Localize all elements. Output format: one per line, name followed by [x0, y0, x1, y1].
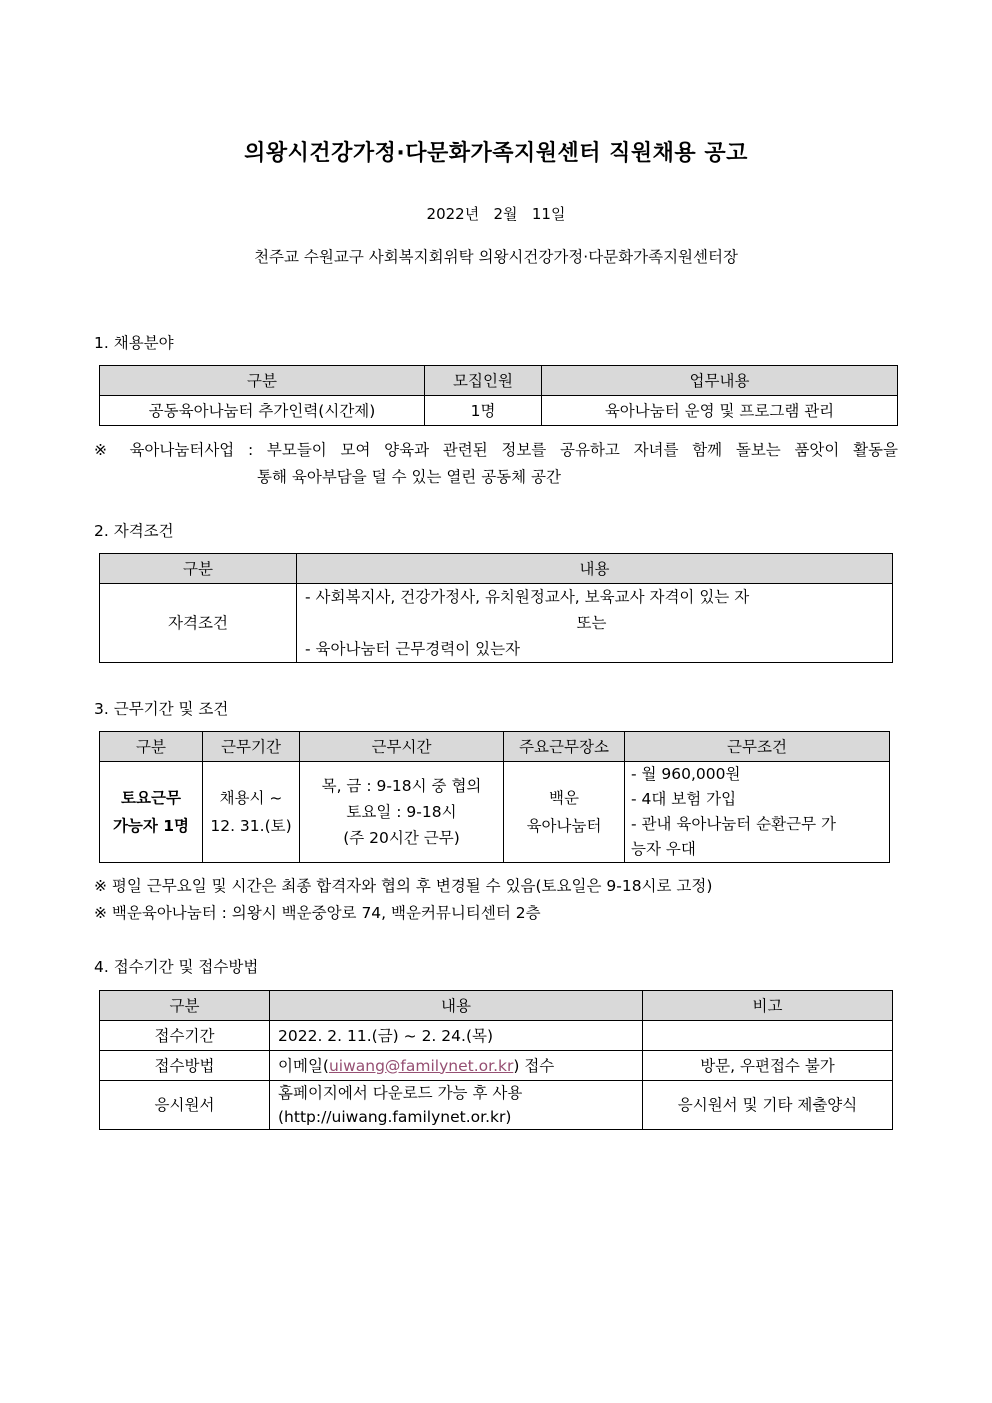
qualification-label: 자격조건 — [100, 584, 297, 663]
header-duties: 업무내용 — [542, 366, 898, 396]
position-cell: 공동육아나눔터 추가인력(시간제) — [100, 396, 425, 426]
work-conditions-table — [99, 731, 890, 863]
workplace-line-1: 백운 — [549, 789, 579, 807]
homepage-url: (http://uiwang.familynet.or.kr) — [278, 1108, 512, 1126]
qualification-line-2: - 육아나눔터 근무경력이 있는자 — [305, 640, 521, 658]
period-remark — [643, 1021, 893, 1051]
qualification-or: 또는 — [576, 614, 607, 632]
header-period: 근무기간 — [203, 732, 300, 762]
header-category: 구분 — [100, 366, 425, 396]
header-remarks: 비고 — [643, 991, 893, 1021]
hours-line-1: 목, 금 : 9-18시 중 협의 — [321, 777, 482, 795]
header-conditions: 근무조건 — [625, 732, 890, 762]
work-note-2: ※ 백운육아나눔터 : 의왕시 백운중앙로 74, 백운커뮤니티센터 2층 — [94, 904, 541, 922]
section-2-heading: 2. 자격조건 — [94, 522, 174, 540]
header-content: 내용 — [270, 991, 643, 1021]
period-line-2: 12. 31.(토) — [210, 817, 292, 835]
application-table — [99, 990, 893, 1130]
header-category: 구분 — [100, 732, 203, 762]
qualification-line-1: - 사회복지사, 건강가정사, 유치원정교사, 보육교사 자격이 있는 자 — [305, 588, 750, 606]
program-note-line1: ※ 육아나눔터사업 : 부모들이 모여 양육과 관련된 정보를 공유하고 자녀를 함께 돌보는 품앗이 활동을 — [94, 441, 898, 459]
header-category: 구분 — [100, 991, 270, 1021]
form-label: 응시원서 — [100, 1081, 270, 1130]
condition-insurance: - 4대 보험 가입 — [631, 790, 737, 808]
header-content: 내용 — [297, 554, 893, 584]
method-prefix: 이메일( — [278, 1056, 329, 1075]
section-3-heading: 3. 근무기간 및 조건 — [94, 700, 229, 718]
issuing-organization: 천주교 수원교구 사회복지회위탁 의왕시건강가정·다문화가족지원센터장 — [254, 248, 738, 266]
section-1-heading: 1. 채용분야 — [94, 334, 174, 352]
header-category: 구분 — [100, 554, 297, 584]
category-line-2: 가능자 1명 — [112, 817, 190, 835]
method-label: 접수방법 — [100, 1051, 270, 1081]
condition-rotation: - 관내 육아나눔터 순환근무 가 — [631, 815, 836, 833]
workplace-line-2: 육아나눔터 — [526, 817, 602, 835]
method-suffix: ) 접수 — [513, 1056, 555, 1075]
header-workplace: 주요근무장소 — [504, 732, 625, 762]
duties-cell: 육아나눔터 운영 및 프로그램 관리 — [542, 396, 898, 426]
category-line-1: 토요근무 — [121, 789, 181, 807]
period-line-1: 채용시 ~ — [219, 789, 283, 807]
header-hours: 근무시간 — [300, 732, 504, 762]
announcement-date: 2022년 2월 11일 — [426, 205, 566, 223]
header-headcount: 모집인원 — [425, 366, 542, 396]
condition-salary: - 월 960,000원 — [631, 765, 741, 783]
email-link[interactable]: uiwang@familynet.or.kr — [328, 1056, 514, 1075]
method-remark: 방문, 우편접수 불가 — [643, 1051, 893, 1081]
hours-line-3: (주 20시간 근무) — [343, 829, 460, 847]
form-download-text: 홈페이지에서 다운로드 가능 후 사용 — [278, 1084, 523, 1102]
headcount-cell: 1명 — [425, 396, 542, 426]
section-4-heading: 4. 접수기간 및 접수방법 — [94, 958, 259, 976]
page-title: 의왕시건강가정·다문화가족지원센터 직원채용 공고 — [244, 141, 748, 166]
work-note-1: ※ 평일 근무요일 및 시간은 최종 합격자와 협의 후 변경될 수 있음(토요일은 9-18시로 고정) — [94, 877, 713, 895]
recruitment-table — [99, 365, 898, 426]
hours-line-2: 토요일 : 9-18시 — [346, 803, 457, 821]
form-remark: 응시원서 및 기타 제출양식 — [643, 1081, 893, 1130]
program-note-line2: 통해 육아부담을 덜 수 있는 열린 공동체 공간 — [257, 468, 562, 486]
application-period: 2022. 2. 11.(금) ~ 2. 24.(목) — [270, 1021, 643, 1051]
condition-rotation-cont: 능자 우대 — [631, 840, 696, 858]
period-label: 접수기간 — [100, 1021, 270, 1051]
qualification-table — [99, 553, 893, 663]
